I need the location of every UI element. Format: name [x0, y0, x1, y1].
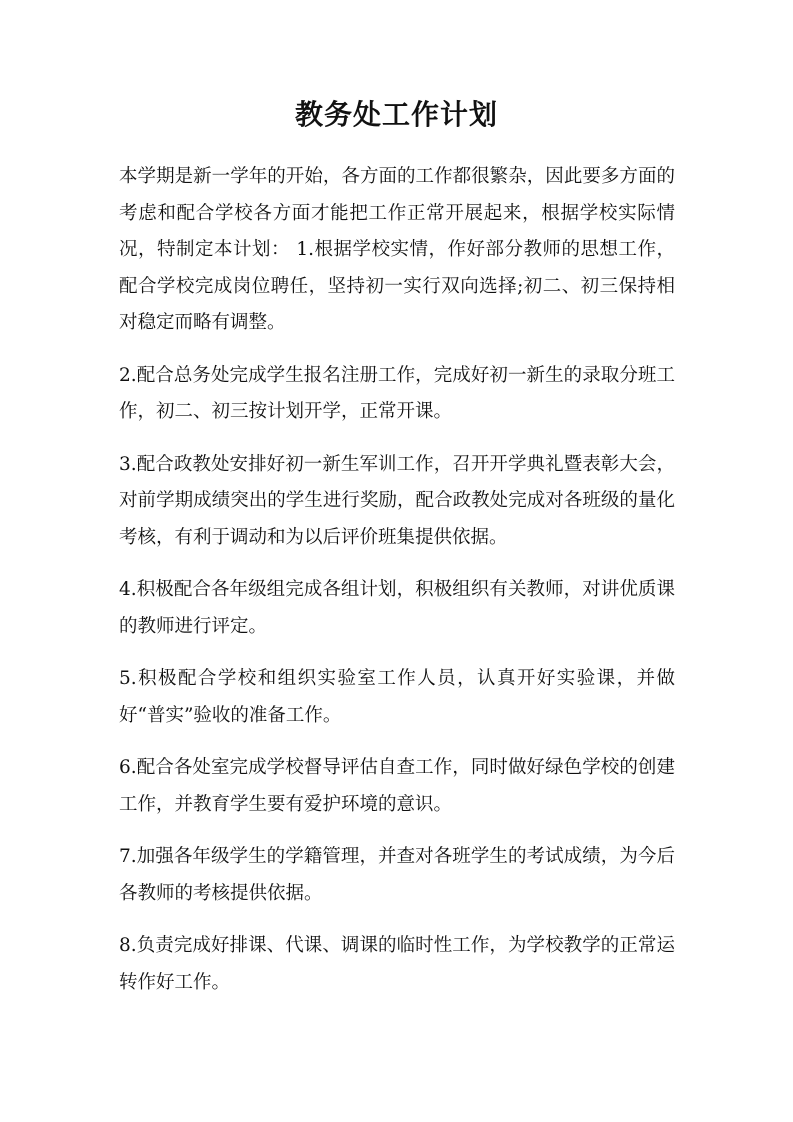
- document-body: [119, 159, 675, 1017]
- paragraph-item-2: 2.配合总务处完成学生报名注册工作，完成好初一新生的录取分班工作，初二、初三按计划开学，正常开课。: [119, 364, 675, 422]
- paragraph-item-5: 5.积极配合学校和组织实验室工作人员，认真开好实验课，并做好“普实”验收的准备工作。: [119, 668, 675, 726]
- document-title: 教务处工作计划: [294, 98, 498, 131]
- paragraph-item-3: 3.配合政教处安排好初一新生军训工作，召开开学典礼暨表彰大会，对前学期成绩突出的学生进行奖励，配合政教处完成对各班级的量化考核，有利于调动和为以后评价班集提供依据。: [119, 453, 675, 548]
- paragraph-intro: 本学期是新一学年的开始，各方面的工作都很繁杂，因此要多方面的考虑和配合学校各方面才能把工作正常开展起来，根据学校实际情况，特制定本计划： 1.根据学校实情，作好部分教师的思想工作，配合学校完成岗位聘任，坚持初一实行双向选择;初二、初三保持相对稳定而略有调整。: [119, 166, 675, 333]
- paragraph-item-6: 6.配合各处室完成学校督导评估自查工作，同时做好绿色学校的创建工作，并教育学生要有爱护环境的意识。: [119, 757, 675, 815]
- paragraph-item-4: 4.积极配合各年级组完成各组计划，积极组织有关教师，对讲优质课的教师进行评定。: [119, 579, 675, 637]
- paragraph-item-7: 7.加强各年级学生的学籍管理，并查对各班学生的考试成绩，为今后各教师的考核提供依据。: [119, 846, 675, 904]
- paragraph-item-8: 8.负责完成好排课、代课、调课的临时性工作，为学校教学的正常运转作好工作。: [119, 935, 675, 993]
